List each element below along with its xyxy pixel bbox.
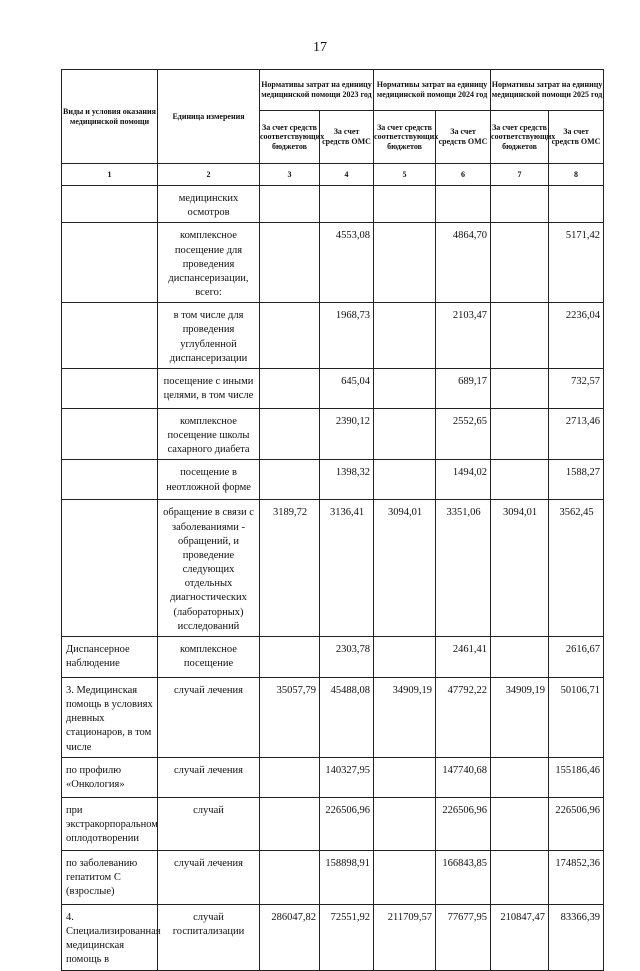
row-unit: посещение с иными целями, в том числе (158, 368, 260, 408)
cost-norms-table (61, 69, 604, 971)
page-number: 17 (313, 40, 327, 55)
table-row (62, 368, 604, 408)
row-type: по заболеванию гепатитом С (взрослые) (62, 850, 158, 904)
header-year-2024: Нормативы затрат на единицу медицинской помощи 2024 год (374, 70, 491, 111)
table-row (62, 797, 604, 850)
value-budget-2024 (374, 850, 436, 904)
header-oms-2024: За счет средств ОМС (436, 111, 491, 164)
value-budget-2023 (260, 460, 320, 500)
value-budget-2025 (491, 303, 549, 369)
value-oms-2025: 2616,67 (549, 636, 604, 677)
value-budget-2024 (374, 636, 436, 677)
table-row (62, 303, 604, 369)
row-type (62, 500, 158, 637)
row-type: при экстракорпоральном оплодотворении (62, 797, 158, 850)
row-unit: комплексное посещение (158, 636, 260, 677)
header-year-2025: Нормативы затрат на единицу медицинской помощи 2025 год (491, 70, 604, 111)
value-oms-2023: 4553,08 (320, 223, 374, 303)
column-number: 4 (320, 164, 374, 186)
value-budget-2025: 34909,19 (491, 677, 549, 757)
value-budget-2024 (374, 368, 436, 408)
value-oms-2024: 2461,41 (436, 636, 491, 677)
row-unit: в том числе для проведения углубленной диспансеризации (158, 303, 260, 369)
value-budget-2023 (260, 636, 320, 677)
value-budget-2024 (374, 303, 436, 369)
row-type (62, 223, 158, 303)
value-oms-2025: 2236,04 (549, 303, 604, 369)
value-oms-2025: 3562,45 (549, 500, 604, 637)
row-type (62, 186, 158, 223)
table-row (62, 223, 604, 303)
value-budget-2025 (491, 636, 549, 677)
value-oms-2023: 1398,32 (320, 460, 374, 500)
value-oms-2025: 83366,39 (549, 904, 604, 970)
value-budget-2023 (260, 186, 320, 223)
header-unit: Единица измерения (158, 70, 260, 164)
table-row (62, 904, 604, 970)
table-row (62, 677, 604, 757)
header-budget-2023: За счет средств соответствующих бюджетов (260, 111, 320, 164)
value-budget-2024: 3094,01 (374, 500, 436, 637)
value-budget-2024 (374, 797, 436, 850)
value-budget-2024 (374, 757, 436, 797)
value-oms-2024: 166843,85 (436, 850, 491, 904)
table-row (62, 500, 604, 637)
value-oms-2024: 3351,06 (436, 500, 491, 637)
value-budget-2023: 286047,82 (260, 904, 320, 970)
value-budget-2024: 34909,19 (374, 677, 436, 757)
value-oms-2023: 72551,92 (320, 904, 374, 970)
header-type: Виды и условия оказания медицинской помощи (62, 70, 158, 164)
value-oms-2025: 226506,96 (549, 797, 604, 850)
row-type (62, 368, 158, 408)
value-budget-2023 (260, 368, 320, 408)
value-budget-2023 (260, 408, 320, 460)
row-unit: комплексное посещение школы сахарного диабета (158, 408, 260, 460)
value-budget-2025 (491, 186, 549, 223)
value-oms-2024: 147740,68 (436, 757, 491, 797)
value-oms-2023: 158898,91 (320, 850, 374, 904)
value-oms-2023: 226506,96 (320, 797, 374, 850)
row-unit: случай лечения (158, 757, 260, 797)
row-type (62, 303, 158, 369)
value-oms-2024: 2103,47 (436, 303, 491, 369)
row-type (62, 408, 158, 460)
table-row (62, 757, 604, 797)
value-budget-2024 (374, 223, 436, 303)
column-number: 1 (62, 164, 158, 186)
value-budget-2023 (260, 303, 320, 369)
value-budget-2025 (491, 757, 549, 797)
value-oms-2025: 174852,36 (549, 850, 604, 904)
value-oms-2024 (436, 186, 491, 223)
value-budget-2025 (491, 797, 549, 850)
row-unit: случай лечения (158, 850, 260, 904)
value-budget-2023 (260, 223, 320, 303)
table-row (62, 408, 604, 460)
header-budget-2024: За счет средств соответствующих бюджетов (374, 111, 436, 164)
value-budget-2025: 210847,47 (491, 904, 549, 970)
row-type: 4. Специализированная медицинская помощь в (62, 904, 158, 970)
value-oms-2024: 77677,95 (436, 904, 491, 970)
value-budget-2025 (491, 408, 549, 460)
value-oms-2024: 4864,70 (436, 223, 491, 303)
value-oms-2023: 3136,41 (320, 500, 374, 637)
column-number: 2 (158, 164, 260, 186)
value-budget-2023 (260, 797, 320, 850)
row-type: по профилю «Онкология» (62, 757, 158, 797)
row-unit: случай (158, 797, 260, 850)
column-number: 3 (260, 164, 320, 186)
value-oms-2025: 5171,42 (549, 223, 604, 303)
header-oms-2023: За счет средств ОМС (320, 111, 374, 164)
column-number: 5 (374, 164, 436, 186)
value-oms-2025 (549, 186, 604, 223)
value-oms-2023: 645,04 (320, 368, 374, 408)
value-budget-2023 (260, 850, 320, 904)
row-unit: комплексное посещение для проведения диспансеризации, всего: (158, 223, 260, 303)
value-oms-2025: 50106,71 (549, 677, 604, 757)
value-oms-2025: 732,57 (549, 368, 604, 408)
value-budget-2025 (491, 460, 549, 500)
value-oms-2024: 226506,96 (436, 797, 491, 850)
row-unit: случай госпитализации (158, 904, 260, 970)
value-oms-2025: 1588,27 (549, 460, 604, 500)
value-budget-2025 (491, 223, 549, 303)
value-oms-2025: 2713,46 (549, 408, 604, 460)
value-oms-2023: 1968,73 (320, 303, 374, 369)
value-oms-2023: 2390,12 (320, 408, 374, 460)
row-unit: обращение в связи с заболеваниями - обращений, и проведение следующих отдельных диагностических (лабораторных) исследований (158, 500, 260, 637)
column-number: 8 (549, 164, 604, 186)
row-type: Диспансерное наблюдение (62, 636, 158, 677)
row-unit: случай лечения (158, 677, 260, 757)
header-budget-2025: За счет средств соответствующих бюджетов (491, 111, 549, 164)
value-budget-2024 (374, 460, 436, 500)
value-budget-2023 (260, 757, 320, 797)
column-number: 6 (436, 164, 491, 186)
row-type (62, 460, 158, 500)
row-unit: медицинских осмотров (158, 186, 260, 223)
value-oms-2023: 45488,08 (320, 677, 374, 757)
value-oms-2024: 47792,22 (436, 677, 491, 757)
column-number: 7 (491, 164, 549, 186)
header-oms-2025: За счет средств ОМС (549, 111, 604, 164)
value-budget-2025: 3094,01 (491, 500, 549, 637)
value-budget-2023: 35057,79 (260, 677, 320, 757)
table-row (62, 186, 604, 223)
value-budget-2025 (491, 850, 549, 904)
table-row (62, 636, 604, 677)
value-budget-2025 (491, 368, 549, 408)
value-budget-2023: 3189,72 (260, 500, 320, 637)
value-oms-2025: 155186,46 (549, 757, 604, 797)
row-type: 3. Медицинская помощь в условиях дневных стационаров, в том числе (62, 677, 158, 757)
value-budget-2024: 211709,57 (374, 904, 436, 970)
value-oms-2024: 1494,02 (436, 460, 491, 500)
value-oms-2023 (320, 186, 374, 223)
table-row (62, 460, 604, 500)
value-budget-2024 (374, 186, 436, 223)
value-budget-2024 (374, 408, 436, 460)
table-row (62, 850, 604, 904)
value-oms-2023: 140327,95 (320, 757, 374, 797)
value-oms-2023: 2303,78 (320, 636, 374, 677)
header-year-2023: Нормативы затрат на единицу медицинской помощи 2023 год (260, 70, 374, 111)
row-unit: посещение в неотложной форме (158, 460, 260, 500)
value-oms-2024: 689,17 (436, 368, 491, 408)
value-oms-2024: 2552,65 (436, 408, 491, 460)
